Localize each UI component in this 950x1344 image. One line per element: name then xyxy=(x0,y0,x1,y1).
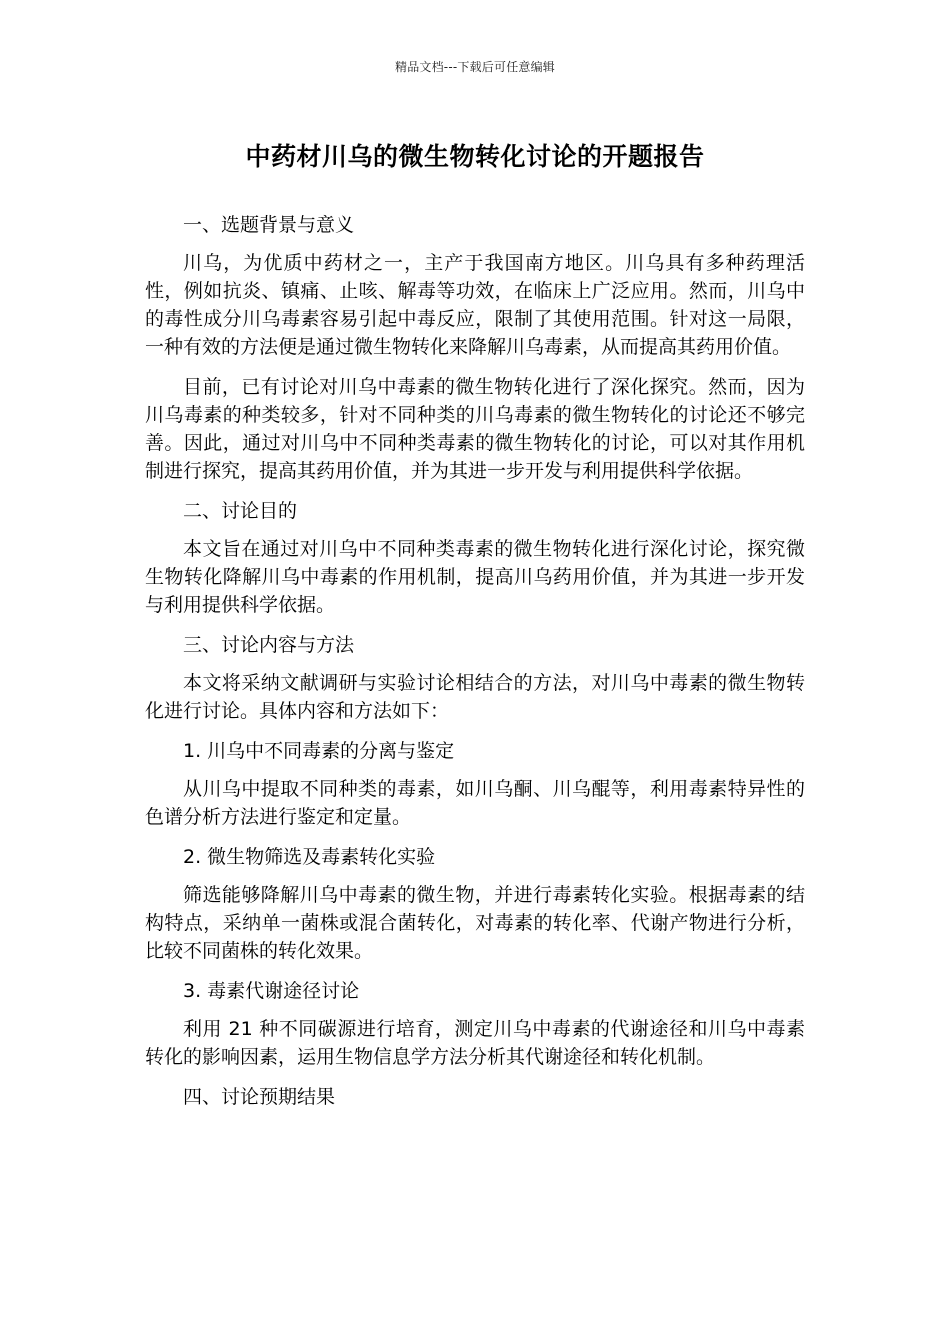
section-heading-purpose: 二、讨论目的 xyxy=(183,500,298,522)
document-title: 中药材川乌的微生物转化讨论的开题报告 xyxy=(245,142,705,171)
paragraph-methods-intro: 本文将采纳文献调研与实验讨论相结合的方法，对川乌中毒素的微生物转化进行讨论。具体内容和方法如下： xyxy=(145,672,805,722)
paragraph-background-2: 目前，已有讨论对川乌中毒素的微生物转化进行了深化探究。然而，因为川乌毒素的种类较多，针对不同种类的川乌毒素的微生物转化的讨论还不够完善。因此，通过对川乌中不同种类毒素的微生物转化的讨论，可以对其作用机制进行探究，提高其药用价值，并为其进一步开发与利用提供科学依据。 xyxy=(145,376,805,482)
subsection-heading-metabolism: 3. 毒素代谢途径讨论 xyxy=(183,980,360,1002)
paragraph-background-1: 川乌，为优质中药材之一，主产于我国南方地区。川乌具有多种药理活性，例如抗炎、镇痛、止咳、解毒等功效，在临床上广泛应用。然而，川乌中的毒性成分川乌毒素容易引起中毒反应，限制了其使用范围。针对这一局限，一种有效的方法便是通过微生物转化来降解川乌毒素，从而提高其药用价值。 xyxy=(145,252,805,358)
subsection-heading-separation: 1. 川乌中不同毒素的分离与鉴定 xyxy=(183,740,455,762)
paragraph-screening: 筛选能够降解川乌中毒素的微生物，并进行毒素转化实验。根据毒素的结构特点，采纳单一菌株或混合菌转化，对毒素的转化率、代谢产物进行分析，比较不同菌株的转化效果。 xyxy=(145,884,805,962)
subsection-heading-screening: 2. 微生物筛选及毒素转化实验 xyxy=(183,846,436,868)
page-header: 精品文档---下载后可任意编辑 xyxy=(395,60,555,74)
paragraph-separation: 从川乌中提取不同种类的毒素，如川乌酮、川乌醌等，利用毒素特异性的色谱分析方法进行鉴定和定量。 xyxy=(145,778,805,828)
section-heading-expected-results: 四、讨论预期结果 xyxy=(183,1086,336,1108)
paragraph-purpose: 本文旨在通过对川乌中不同种类毒素的微生物转化进行深化讨论，探究微生物转化降解川乌中毒素的作用机制，提高川乌药用价值，并为其进一步开发与利用提供科学依据。 xyxy=(145,538,805,616)
section-heading-methods: 三、讨论内容与方法 xyxy=(183,634,355,656)
section-heading-background: 一、选题背景与意义 xyxy=(183,214,355,236)
document-body xyxy=(145,211,805,1121)
paragraph-metabolism: 利用 21 种不同碳源进行培育，测定川乌中毒素的代谢途径和川乌中毒素转化的影响因素，运用生物信息学方法分析其代谢途径和转化机制。 xyxy=(145,1018,805,1068)
